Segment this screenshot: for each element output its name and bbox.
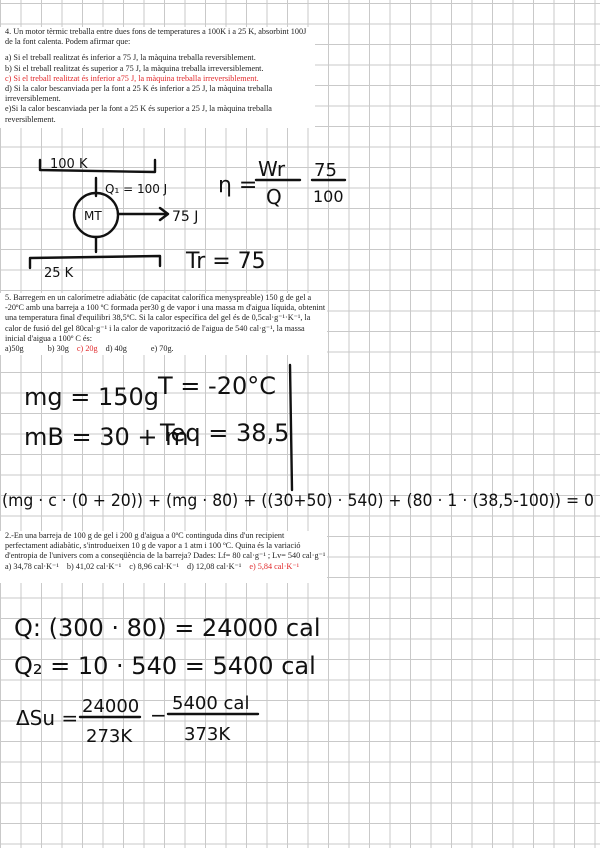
tr-label: Tr = 75 bbox=[186, 249, 266, 274]
q2-choice-b: b) 41,02 cal·K⁻¹ bbox=[66, 561, 122, 571]
q2-choice-a: a) 34,78 cal·K⁻¹ bbox=[5, 561, 59, 571]
t-label: T = -20°C bbox=[158, 372, 276, 400]
eta-wr: Wr bbox=[258, 157, 286, 181]
teq-label: Teq = 38,5 bbox=[160, 419, 290, 447]
energy-balance-equation: (mg · c · (0 + 20)) + (mg · 80) + ((30+50) · 540) + (80 · 1 · (38,5-100)) = 0 bbox=[2, 491, 594, 510]
engine-label: MT bbox=[84, 209, 102, 223]
question-5-statement: 5. Barregem en un calorímetre adiabàtic (de capacitat calorífica menyspreable) 150 g de gel a -20ºC amb una barreja a 100 ºC formada per30 g de vapor i una massa m d'aigua líquida, obtenint una temperatura final d'equilibri 38,5ºC. Si la calor específica del gel és de 0,5cal·g⁻¹·K⁻¹, la calor de fusió del gel 80cal·g⁻¹ i la calor de vaporització de l'aigua de 540 cal·g⁻¹, la massa inicial d'aigua a 100º C és: bbox=[5, 293, 326, 343]
eta-lhs: η = bbox=[218, 173, 258, 198]
q5-choice-e: e) 70g. bbox=[150, 344, 174, 354]
mg-label: mg = 150g bbox=[24, 383, 160, 411]
q2-line: Q₂ = 10 · 540 = 5400 cal bbox=[14, 652, 316, 680]
q4-option-b: b) Si el treball realitzat és superior a 75 J, la màquina treballa irreversiblement. bbox=[5, 63, 264, 73]
eta-75: 75 bbox=[314, 160, 337, 181]
arrow-work bbox=[118, 208, 168, 220]
ds-minus: − bbox=[150, 703, 167, 727]
q4-option-d: d) Si la calor bescanviada per la font a 25 K és inferior a 25 J, la màquina treballa irreversiblement. bbox=[5, 84, 273, 104]
q2-choice-e: e) 5,84 cal·K⁻¹ bbox=[249, 561, 300, 571]
ds-den-1: 273K bbox=[86, 726, 133, 747]
eta-q: Q bbox=[266, 185, 282, 209]
q2-choice-c: c) 8,96 cal·K⁻¹ bbox=[129, 561, 179, 571]
q-total-line: Q: (300 · 80) = 24000 cal bbox=[14, 614, 321, 642]
q4-option-c: c) Si el treball realitzat és inferior a75 J, la màquina treballa irreversiblement. bbox=[5, 73, 259, 83]
ds-num-2: 5400 cal bbox=[172, 693, 250, 714]
mb-label: mB = 30 + m bbox=[24, 423, 189, 451]
question-2-statement: 2.-En una barreja de 100 g de gel i 200 g d'aigua a 0ºC continguda dins d'un recipient perfectament adiabàtic, s'introdueixen 10 g de vapor a 1 atm i 100 ºC. Quina és la variació d'entropia de l'univers com a conseqüència de la barreja? Dades: Lf= 80 cal·g⁻¹ ; Lv= 540 cal·g⁻¹ bbox=[5, 531, 326, 561]
vertical-divider-stroke bbox=[290, 365, 292, 490]
question-4-statement: 4. Un motor tèrmic treballa entre dues fons de temperatures a 100K i a 25 K, absorbint 100J de la font calenta. Podem afirmar que: bbox=[5, 27, 307, 47]
ds-lhs: ΔSu = bbox=[16, 706, 79, 730]
cold-reservoir-label: 25 K bbox=[44, 266, 74, 281]
q1-label: Q₁ = 100 J bbox=[105, 182, 168, 196]
q4-option-a: a) Si el treball realitzat és inferior a 75 J, la màquina treballa reversiblement. bbox=[5, 53, 256, 63]
ds-den-2: 373K bbox=[184, 724, 231, 745]
q5-choice-c: c) 20g bbox=[76, 344, 98, 354]
q5-choice-d: d) 40g bbox=[105, 344, 127, 354]
work-label: 75 J bbox=[172, 209, 199, 225]
q4-option-e: e)Si la calor bescanviada per la font a 25 K és superior a 25 J, la màquina treballa reversiblement. bbox=[5, 104, 272, 124]
q2-choice-d: d) 12,08 cal·K⁻¹ bbox=[187, 561, 242, 571]
q5-choice-a: a)50g bbox=[5, 344, 24, 354]
hot-reservoir-label: 100 K bbox=[50, 157, 88, 172]
ds-num-1: 24000 bbox=[82, 696, 140, 717]
q5-choice-b: b) 30g bbox=[47, 344, 69, 354]
eta-100: 100 bbox=[313, 187, 344, 206]
